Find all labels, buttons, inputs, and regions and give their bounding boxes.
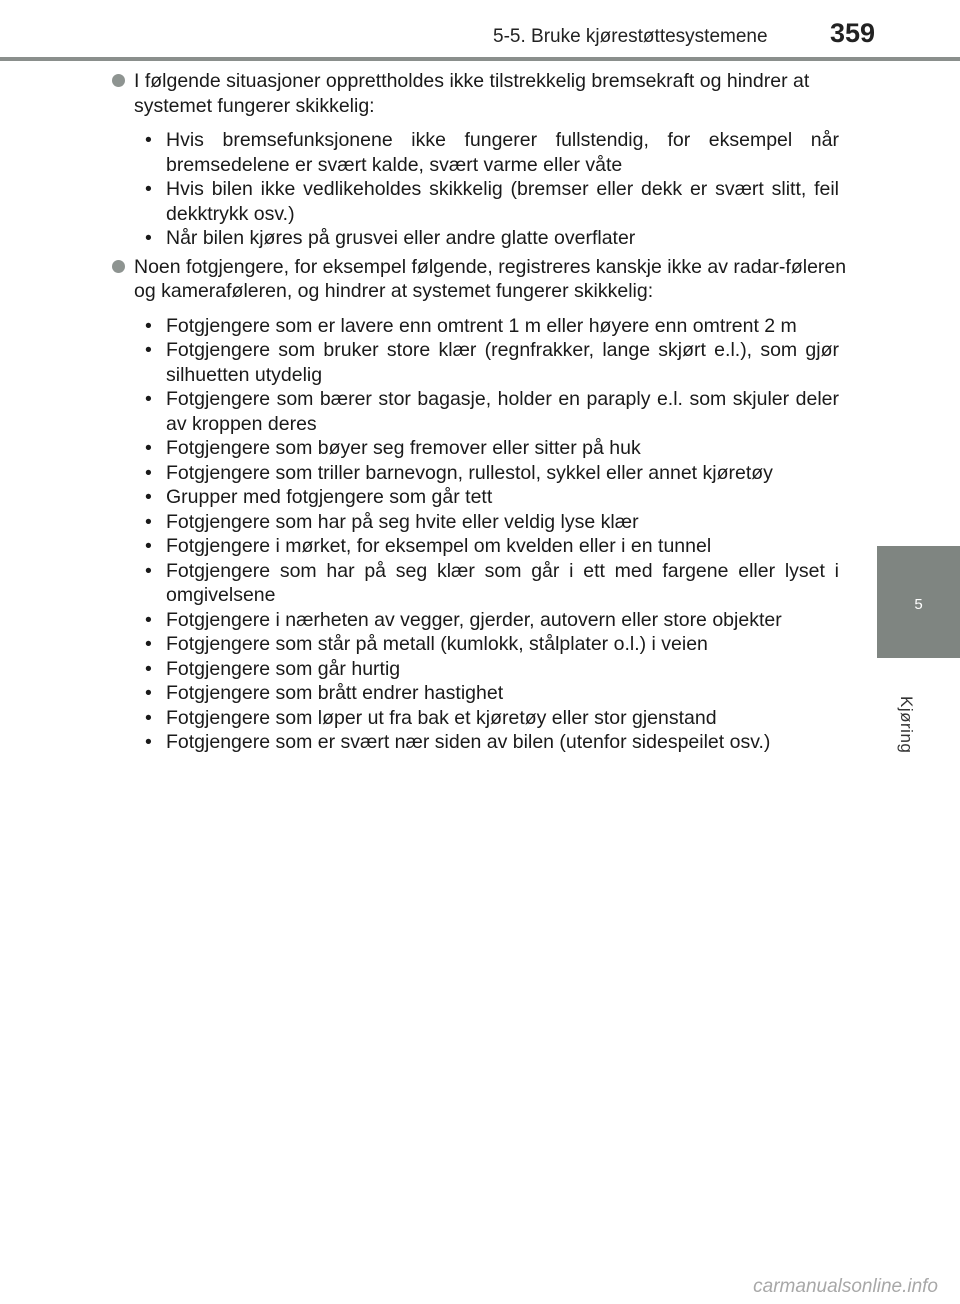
list-item: • Fotgjengere som bruker store klær (regnfrakker, lange skjørt e.l.), som gjør silhuetten utydelig	[145, 339, 839, 386]
bullet-dot-icon: •	[145, 731, 152, 753]
bullet-list	[110, 314, 855, 755]
bullet-dot-icon: •	[145, 461, 152, 484]
circle-bullet-icon	[112, 74, 125, 87]
list-item: • Når bilen kjøres på grusvei eller andre glatte overflater	[145, 227, 636, 249]
list-item: • Fotgjengere som brått endrer hastighet	[145, 682, 504, 704]
list-item: • Fotgjengere som triller barnevogn, rullestol, sykkel eller annet kjøretøy	[145, 461, 773, 484]
watermark: carmanualsonline.info	[753, 1276, 938, 1297]
bullet-dot-icon: •	[145, 657, 152, 680]
section-title: 5-5. Bruke kjørestøttesystemene	[493, 26, 768, 47]
bullet-dot-icon: •	[145, 339, 152, 361]
bullet-dot-icon: •	[145, 437, 152, 459]
lead-text: Noen fotgjengere, for eksempel følgende, registreres kanskje ikke av radar-føleren og kameraføleren, og hindrer at systemet fungerer skikkelig:	[134, 255, 847, 302]
list-item: • Fotgjengere i nærheten av vegger, gjerder, autovern eller store objekter	[145, 608, 782, 631]
list-item: • Hvis bilen ikke vedlikeholdes skikkelig (bremser eller dekk er svært slitt, feil dekktrykk osv.)	[145, 178, 839, 225]
header-divider	[0, 57, 960, 61]
chapter-label: Kjøring	[897, 696, 916, 754]
bullet-dot-icon: •	[145, 486, 152, 508]
bullet-dot-icon: •	[145, 388, 152, 410]
bullet-dot-icon: •	[145, 608, 152, 631]
page-number: 359	[830, 18, 876, 48]
page-content	[110, 69, 855, 759]
list-item: • Fotgjengere som står på metall (kumlokk, stålplater o.l.) i veien	[145, 633, 708, 655]
bullet-list	[110, 128, 855, 251]
bullet-dot-icon: •	[145, 706, 152, 729]
chapter-tab	[877, 546, 960, 658]
list-item: • Fotgjengere som er lavere enn omtrent 1 m eller høyere enn omtrent 2 m	[145, 314, 797, 337]
list-item: • Grupper med fotgjengere som går tett	[145, 486, 493, 508]
list-item: • Fotgjengere som har på seg klær som går i ett med fargene eller lyset i omgivelsene	[145, 559, 839, 606]
bullet-dot-icon: •	[145, 559, 152, 582]
bullet-dot-icon: •	[145, 682, 152, 704]
list-item: • Fotgjengere som er svært nær siden av bilen (utenfor sidespeilet osv.)	[145, 731, 771, 753]
list-item: • Fotgjengere som har på seg hvite eller veldig lyse klær	[145, 510, 639, 533]
list-item: • Fotgjengere som løper ut fra bak et kjøretøy eller stor gjenstand	[145, 706, 717, 729]
list-item: • Hvis bremsefunksjonene ikke fungerer fullstendig, for eksempel når bremsedelene er svært kalde, svært varme eller våte	[145, 129, 839, 176]
list-item: • Fotgjengere i mørket, for eksempel om kvelden eller i en tunnel	[145, 535, 712, 557]
section-lead	[110, 255, 855, 304]
list-item: • Fotgjengere som bøyer seg fremover eller sitter på huk	[145, 437, 641, 459]
chapter-number: 5	[914, 596, 923, 613]
bullet-dot-icon: •	[145, 129, 152, 151]
bullet-dot-icon: •	[145, 535, 152, 557]
circle-bullet-icon	[112, 260, 125, 273]
bullet-dot-icon: •	[145, 178, 152, 200]
list-item: • Fotgjengere som bærer stor bagasje, holder en paraply e.l. som skjuler deler av kroppen deres	[145, 388, 839, 435]
lead-text: I følgende situasjoner opprettholdes ikke tilstrekkelig bremsekraft og hindrer at systemet fungerer skikkelig:	[134, 70, 810, 117]
bullet-dot-icon: •	[145, 227, 152, 249]
bullet-dot-icon: •	[145, 633, 152, 655]
list-item: • Fotgjengere som går hurtig	[145, 657, 401, 680]
section-lead	[110, 69, 855, 118]
bullet-dot-icon: •	[145, 314, 152, 337]
bullet-dot-icon: •	[145, 510, 152, 533]
